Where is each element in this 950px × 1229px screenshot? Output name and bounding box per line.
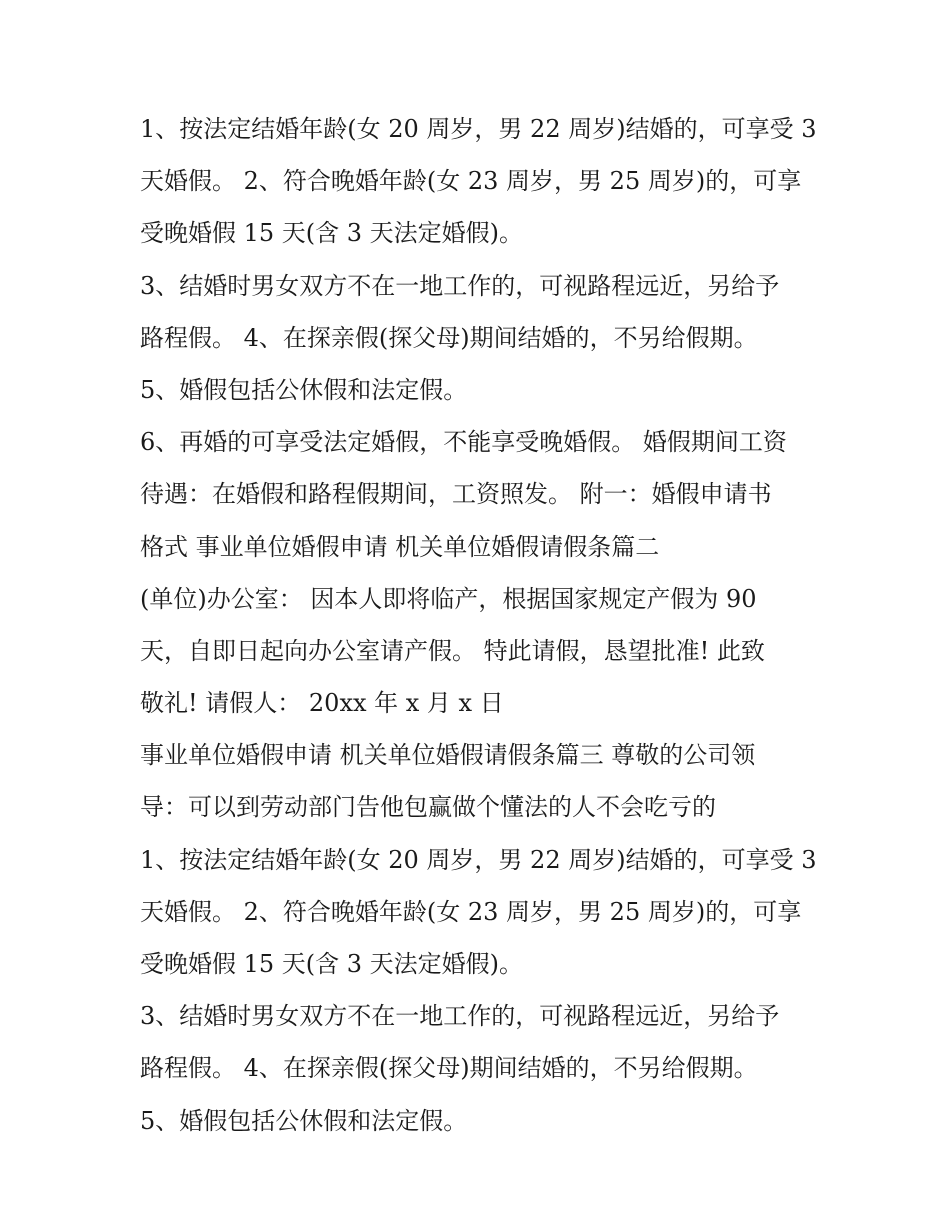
text-line: 受晚婚假 15 天(含 3 天法定婚假)。 <box>140 950 524 978</box>
text-line: 5、婚假包括公休假和法定假。 <box>140 375 468 404</box>
text-line: 1、按法定结婚年龄(女 20 周岁，男 22 周岁)结婚的，可享受 3 <box>140 115 817 143</box>
text-line: (单位)办公室： 因本人即将临产，根据国家规定产假为 90 <box>140 584 757 613</box>
document-body <box>140 103 820 1147</box>
text-line: 导：可以到劳动部门告他包赢做个懂法的人不会吃亏的 <box>140 793 716 822</box>
text-line: 3、结婚时男女双方不在一地工作的，可视路程远近，另给予 <box>140 1002 780 1031</box>
text-line: 3、结婚时男女双方不在一地工作的，可视路程远近，另给予 <box>140 271 780 300</box>
text-line: 天婚假。 2、符合晚婚年龄(女 23 周岁，男 25 周岁)的，可享 <box>140 897 802 926</box>
text-line: 路程假。 4、在探亲假(探父母)期间结婚的，不另给假期。 <box>140 323 758 352</box>
text-line: 格式 事业单位婚假申请 机关单位婚假请假条篇二 <box>140 532 660 561</box>
text-line: 1、按法定结婚年龄(女 20 周岁，男 22 周岁)结婚的，可享受 3 <box>140 845 817 874</box>
text-line: 天婚假。 2、符合晚婚年龄(女 23 周岁，男 25 周岁)的，可享 <box>140 167 802 196</box>
text-line: 敬礼! 请假人： 20xx 年 x 月 x 日 <box>140 689 504 718</box>
text-line: 路程假。 4、在探亲假(探父母)期间结婚的，不另给假期。 <box>140 1054 758 1083</box>
text-line: 天，自即日起向办公室请产假。 特此请假，恳望批准! 此致 <box>140 636 765 665</box>
text-line: 受晚婚假 15 天(含 3 天法定婚假)。 <box>140 219 524 248</box>
text-line: 5、婚假包括公休假和法定假。 <box>140 1106 468 1135</box>
text-line: 6、再婚的可享受法定婚假，不能享受晚婚假。 婚假期间工资 <box>140 428 787 457</box>
text-line: 事业单位婚假申请 机关单位婚假请假条篇三 尊敬的公司领 <box>140 741 756 770</box>
text-line: 待遇：在婚假和路程假期间，工资照发。 附一：婚假申请书 <box>140 480 772 509</box>
